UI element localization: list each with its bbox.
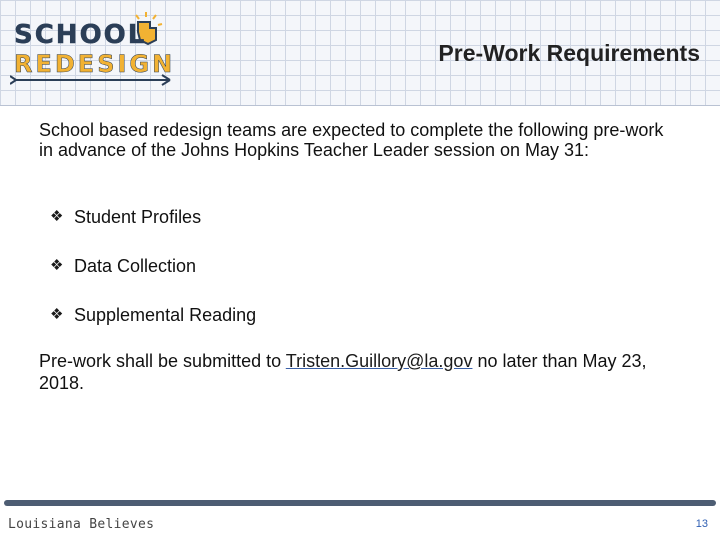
list-item [50,254,256,303]
page-title: Pre-Work Requirements [438,40,700,66]
prework-list [50,205,256,352]
footer-brand: Louisiana Believes [8,517,155,532]
submission-text-before: Pre-work shall be submitted to [39,351,286,371]
list-item [50,205,256,254]
logo-word-redesign: REDESIGN [14,50,176,78]
page-number: 13 [695,518,708,530]
intro-paragraph: School based redesign teams are expected to complete the following pre-work in advance of the Johns Hopkins Teacher Leader session on May 31: [39,120,664,160]
diamond-bullet-icon: ❖ [50,257,64,274]
list-item [50,303,256,352]
submission-text-after: no later than May 23, 2018. [39,351,647,393]
submission-paragraph [39,350,679,394]
list-item-text: Data Collection [74,256,197,276]
logo-word-school: SCHOOL [14,20,147,50]
school-redesign-logo [10,10,180,90]
diamond-bullet-icon: ❖ [50,208,64,225]
footer-divider [4,500,716,506]
list-item-text: Student Profiles [74,207,202,227]
email-link[interactable]: Tristen.Guillory@la.gov [285,351,473,371]
list-item-text: Supplemental Reading [74,305,257,325]
slide-header [0,0,720,106]
diamond-bullet-icon: ❖ [50,306,64,323]
